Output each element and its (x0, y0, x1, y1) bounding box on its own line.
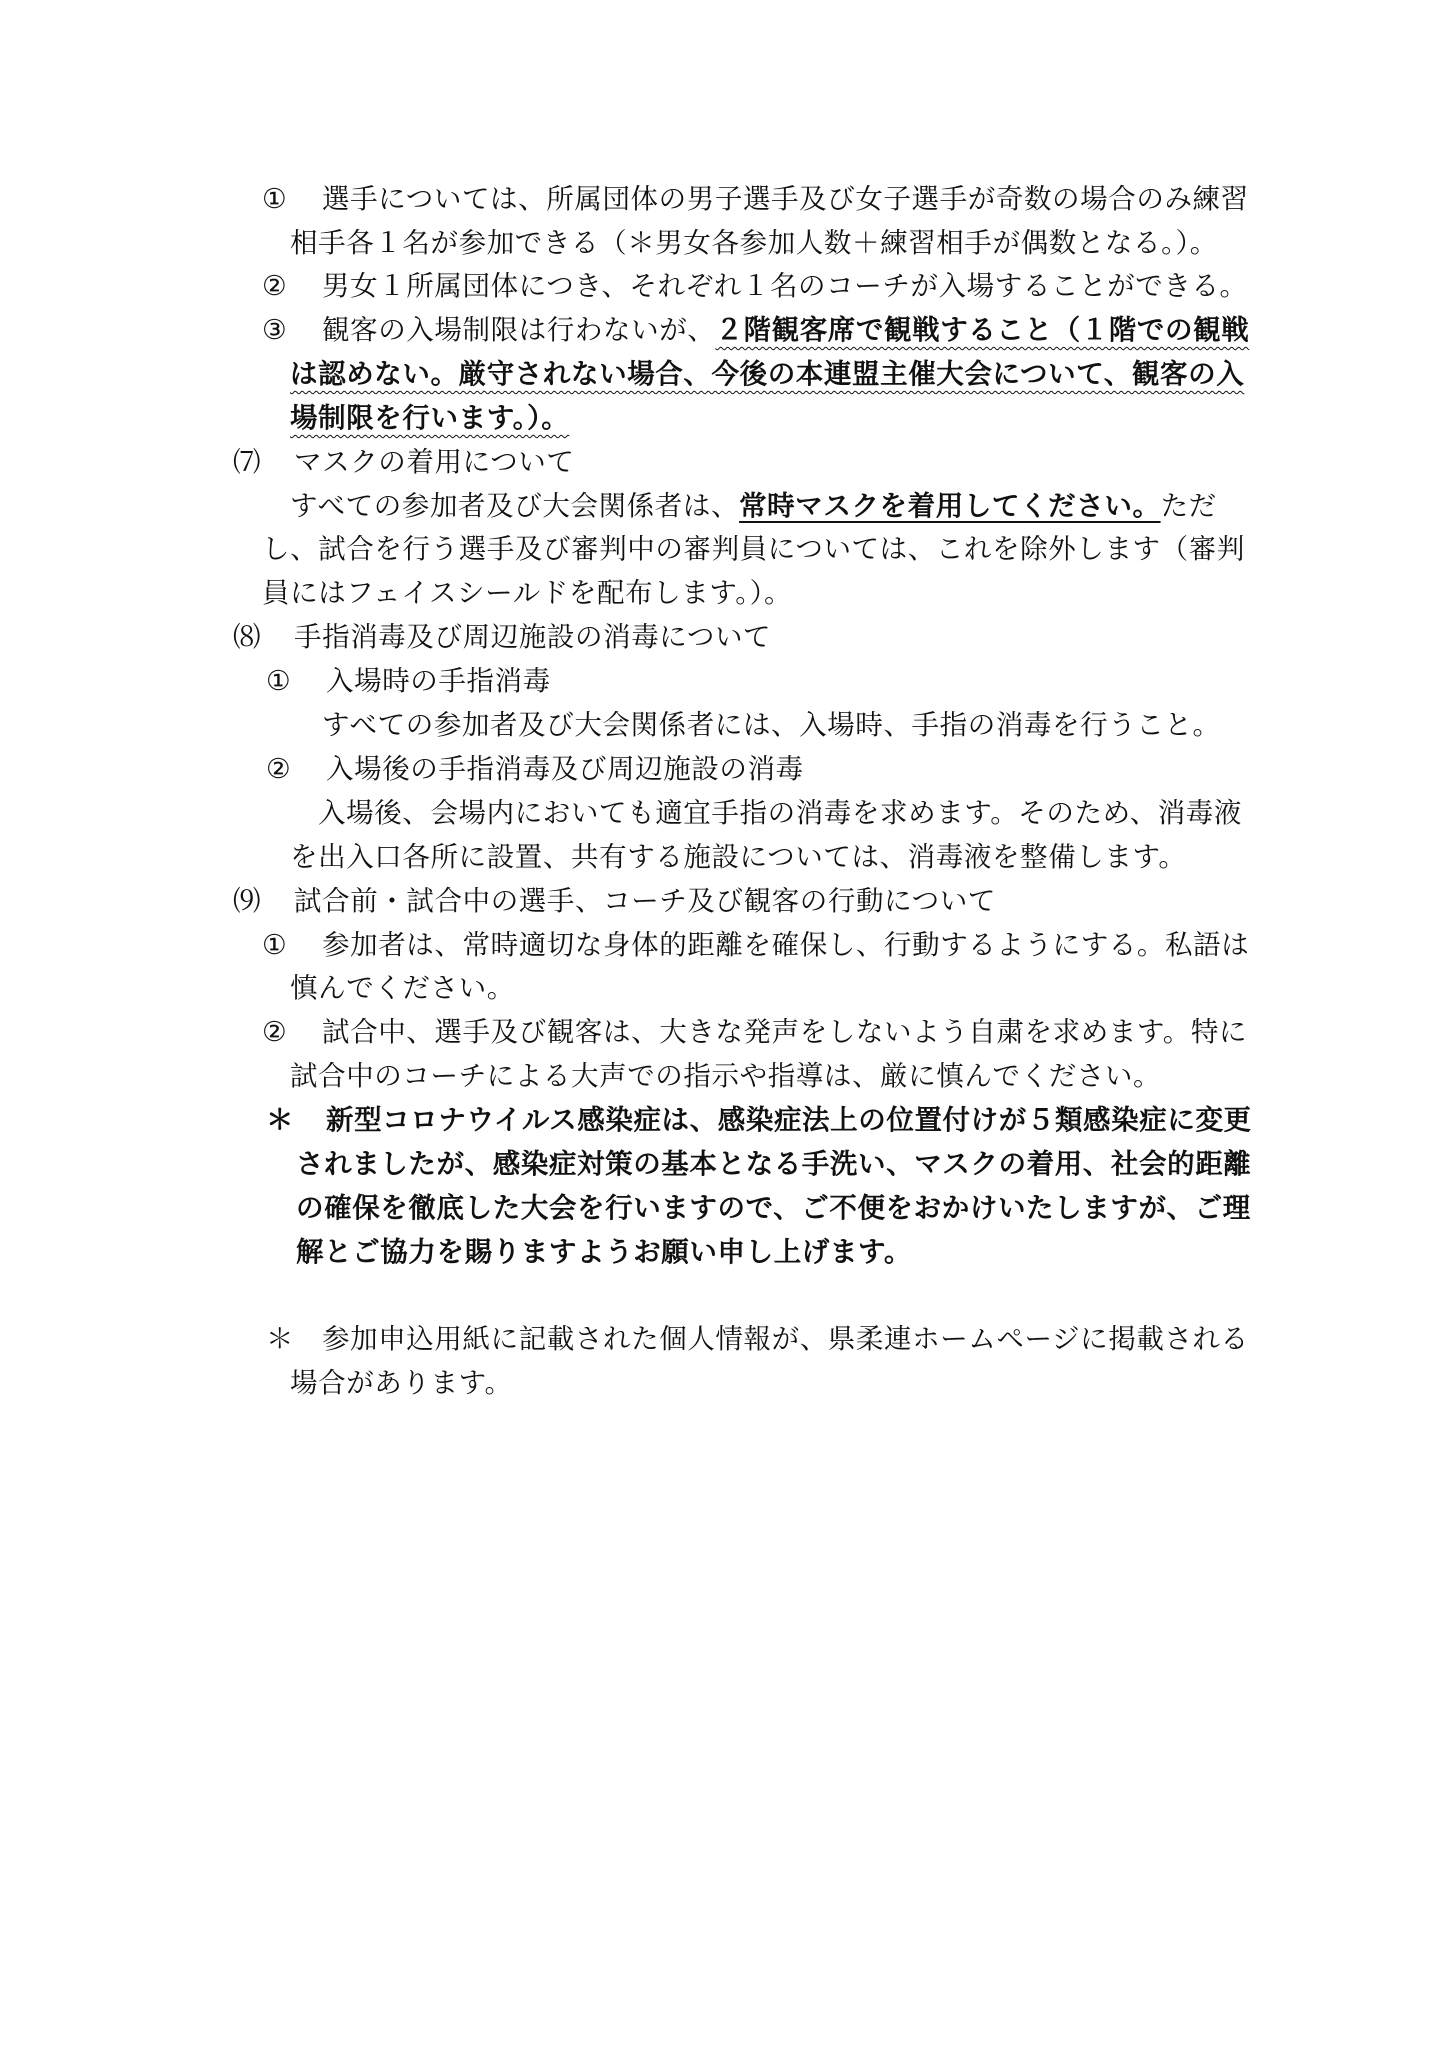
item6-sub1-marker: ① (262, 183, 288, 215)
item7-heading-marker: ⑺ (233, 446, 262, 478)
item9-sub2-line2: 試合中のコーチによる大声での指示や指導は、厳に慎んでください。 (290, 1060, 1162, 1092)
item6-sub2-line1: 男女１所属団体につき、それぞれ１名のコーチが入場することができる。 (322, 270, 1248, 302)
note2-marker: ＊ (266, 1323, 295, 1355)
note2-line2: 場合があります。 (290, 1367, 513, 1399)
item8-sub1-title: 入場時の手指消毒 (326, 665, 551, 697)
item9-heading-marker: ⑼ (233, 885, 262, 917)
item7-line1-post: ただ (1160, 490, 1217, 522)
item6-sub3-line1 (322, 314, 1250, 346)
item9-heading: 試合前・試合中の選手、コーチ及び観客の行動について (294, 885, 996, 917)
item8-sub2-marker: ② (266, 753, 292, 785)
item9-sub2-line1: 試合中、選手及び観客は、大きな発声をしないよう自粛を求めます。特に (322, 1016, 1248, 1048)
item9-sub1-line1: 参加者は、常時適切な身体的距離を確保し、行動するようにする。私語は (322, 929, 1250, 961)
item6-sub3-line1-emphasis: ２階観客席で観戦すること（１階での観戦 (715, 314, 1250, 346)
note1-line1: 新型コロナウイルス感染症は、感染症法上の位置付けが５類感染症に変更 (326, 1104, 1252, 1136)
item8-heading: 手指消毒及び周辺施設の消毒について (294, 621, 772, 653)
item7-line1-pre: すべての参加者及び大会関係者は、 (290, 490, 740, 522)
item8-sub1-body: すべての参加者及び大会関係者には、入場時、手指の消毒を行うこと。 (322, 709, 1221, 741)
item8-sub1-marker: ① (266, 665, 292, 697)
item7-line1-emphasis: 常時マスクを着用してください。 (739, 490, 1161, 522)
note1-marker: ＊ (266, 1104, 295, 1136)
item9-sub1-line2: 慎んでください。 (290, 972, 515, 1004)
item8-sub2-title: 入場後の手指消毒及び周辺施設の消毒 (326, 753, 804, 785)
item9-sub1-marker: ① (262, 929, 288, 961)
item7-heading: マスクの着用について (294, 446, 575, 478)
item7-line1 (290, 490, 1217, 522)
note1-line2: されましたが、感染症対策の基本となる手洗い、マスクの着用、社会的距離 (296, 1148, 1252, 1180)
item6-sub3-line1-plain: 観客の入場制限は行わないが、 (322, 314, 716, 346)
item6-sub3-line3: 場制限を行います。）。 (290, 402, 570, 434)
item8-sub2-line1: 入場後、会場内においても適宜手指の消毒を求めます。そのため、消毒液 (318, 797, 1242, 829)
item8-sub2-line2: を出入口各所に設置、共有する施設については、消毒液を整備します。 (290, 841, 1187, 873)
item6-sub1-line2: 相手各１名が参加できる（＊男女各参加人数＋練習相手が偶数となる。）。 (290, 227, 1218, 259)
item7-line2: し、試合を行う選手及び審判中の審判員については、これを除外します（審判 (262, 533, 1245, 565)
note1-line3: の確保を徹底した大会を行いますので、ご不便をおかけいたしますが、ご理 (296, 1192, 1251, 1224)
item6-sub2-marker: ② (262, 270, 288, 302)
item7-line3: 員にはフェイスシールドを配布します。）。 (262, 577, 793, 609)
note1-line4: 解とご協力を賜りますようお願い申し上げます。 (296, 1236, 912, 1268)
item6-sub3-marker: ③ (262, 314, 288, 346)
note2-line1: 参加申込用紙に記載された個人情報が、県柔連ホームページに掲載される (322, 1323, 1249, 1355)
item6-sub3-line2: は認めない。厳守されない場合、今後の本連盟主催大会について、観客の入 (290, 358, 1245, 390)
item8-heading-marker: ⑻ (233, 621, 262, 653)
item9-sub2-marker: ② (262, 1016, 288, 1048)
item6-sub1-line1: 選手については、所属団体の男子選手及び女子選手が奇数の場合のみ練習 (322, 183, 1249, 215)
